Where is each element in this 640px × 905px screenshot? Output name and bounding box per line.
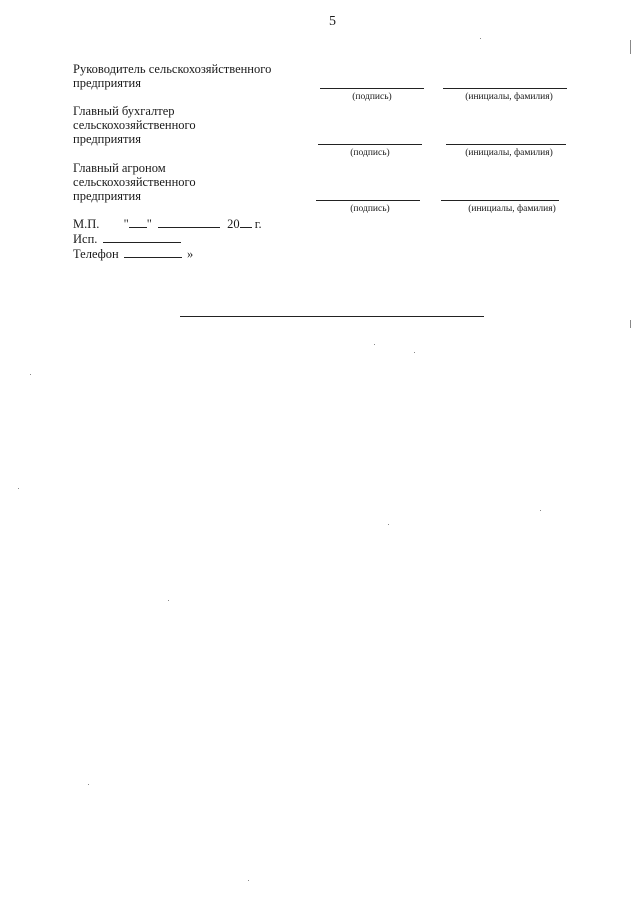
page-number: 5 (329, 14, 336, 29)
executor-field[interactable] (103, 231, 181, 243)
scan-speck (480, 38, 481, 39)
name-caption: (инициалы, фамилия) (468, 204, 556, 214)
role-chief-agronomist (73, 161, 196, 203)
scan-speck (168, 600, 169, 601)
scan-speck (88, 784, 89, 785)
phone-label: Телефон (73, 247, 119, 261)
quote-open: " (123, 217, 129, 231)
name-caption: (инициалы, фамилия) (465, 92, 553, 102)
stamp-label: М.П. (73, 217, 100, 231)
name-line[interactable] (446, 144, 566, 145)
day-field[interactable] (129, 216, 147, 228)
role-line: сельскохозяйственного (73, 175, 196, 189)
role-line: предприятия (73, 189, 141, 203)
scan-speck (540, 510, 541, 511)
month-field[interactable] (158, 216, 220, 228)
scan-speck (630, 40, 631, 54)
role-line: Главный агроном (73, 161, 166, 175)
executor-label: Исп. (73, 232, 98, 246)
scan-speck (374, 344, 375, 345)
year-field[interactable] (240, 216, 252, 228)
phone-row (73, 246, 193, 262)
role-line: Руководитель сельскохозяйственного (73, 62, 272, 76)
year-prefix: 20 (227, 217, 240, 231)
separator-line (180, 316, 484, 317)
signature-line[interactable] (316, 200, 420, 201)
name-caption: (инициалы, фамилия) (465, 148, 553, 158)
role-line: предприятия (73, 132, 141, 146)
scan-speck (248, 880, 249, 881)
role-chief-accountant (73, 104, 196, 146)
signature-line[interactable] (320, 88, 424, 89)
scan-speck (18, 488, 19, 489)
signature-caption: (подпись) (350, 148, 390, 158)
phone-tail: » (186, 247, 194, 261)
name-line[interactable] (441, 200, 559, 201)
phone-field[interactable] (124, 246, 182, 258)
scan-speck (30, 374, 31, 375)
role-head (73, 62, 271, 90)
scan-speck (630, 320, 631, 328)
stamp-date-row (73, 216, 262, 232)
signature-caption: (подпись) (350, 204, 390, 214)
role-line: сельскохозяйственного (73, 118, 196, 132)
signature-line[interactable] (318, 144, 422, 145)
year-suffix: г. (254, 217, 262, 231)
quote-close: " (146, 217, 152, 231)
scan-speck (414, 352, 415, 353)
role-line: предприятия (73, 76, 141, 90)
scan-speck (388, 524, 389, 525)
executor-row (73, 231, 181, 247)
name-line[interactable] (443, 88, 567, 89)
role-line: Главный бухгалтер (73, 104, 175, 118)
signature-caption: (подпись) (352, 92, 392, 102)
